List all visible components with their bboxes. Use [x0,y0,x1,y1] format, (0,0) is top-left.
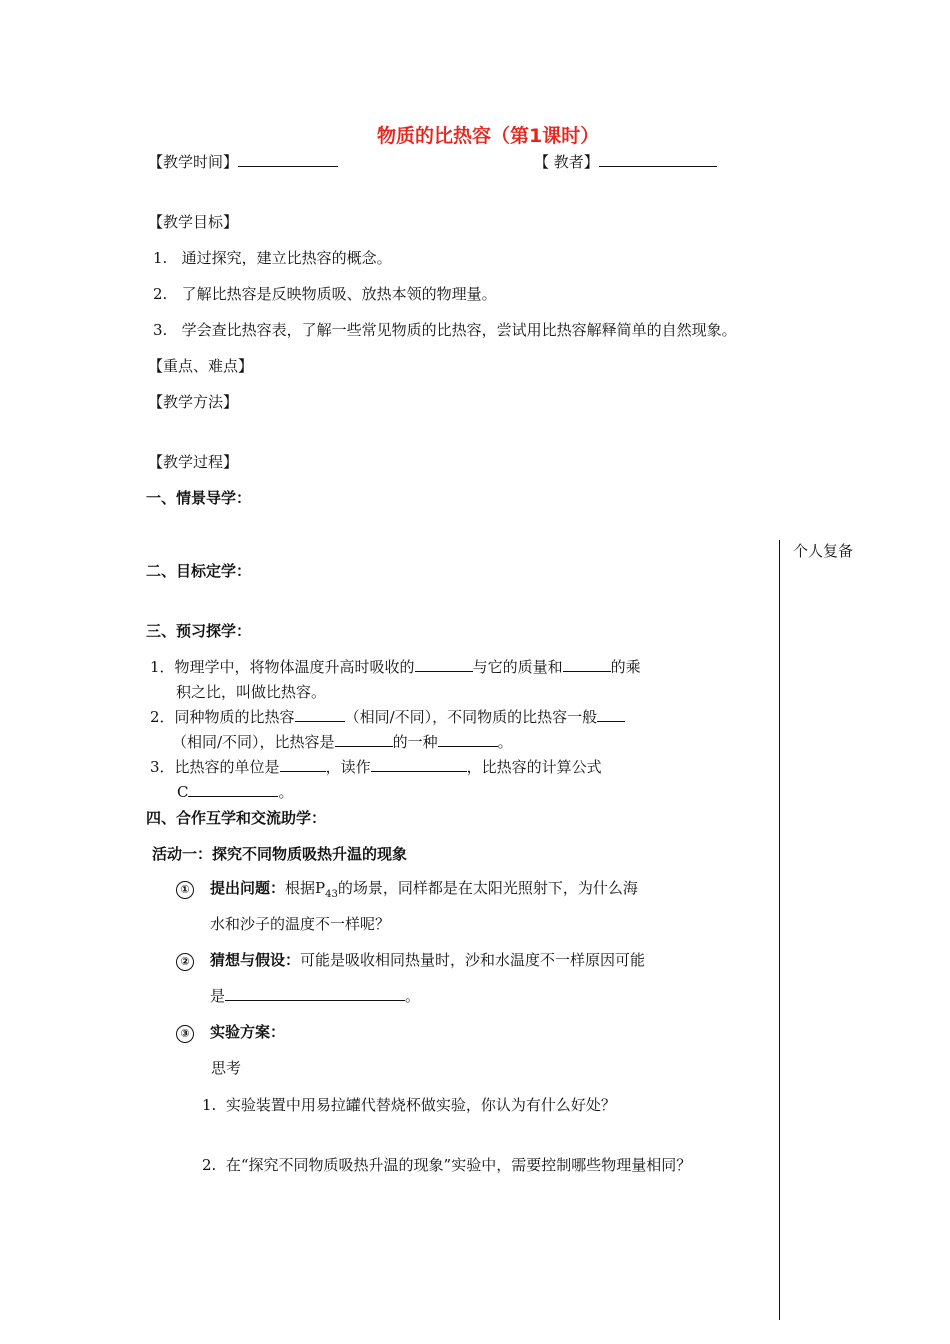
activity-title: 活动一：探究不同物质吸热升温的现象 [152,845,408,863]
section-4-heading: 四、合作互学和交流助学： [146,809,327,827]
preview-question-3: 3．比热容的单位是 ，读作 ，比热容的计算公式 [150,758,602,776]
think-question-1: 1. 实验装置中用易拉罐代替烧杯做实验，你认为有什么好处？ [202,1096,616,1114]
blank[interactable] [597,707,625,722]
sidebar-label: 个人复备 [793,542,854,560]
activity-item-2-line2: 是 。 [210,987,421,1005]
blank[interactable] [371,757,467,772]
blank[interactable] [280,757,326,772]
blank[interactable] [335,732,393,747]
teaching-time-label: 【教学时间】 [148,153,239,171]
blank[interactable] [225,986,405,1001]
teaching-time-blank[interactable] [238,152,338,167]
preview-question-2-line2: （相同/不同），比热容是 的一种 。 [172,733,513,751]
process-label: 【教学过程】 [148,453,239,471]
preview-question-1: 1．物理学中，将物体温度升高时吸收的 与它的质量和 的乘 [150,658,641,676]
goal-item-1: 1. 通过探究，建立比热容的概念。 [153,249,392,267]
blank[interactable] [415,657,473,672]
goals-label: 【教学目标】 [148,213,239,231]
page-title: 物质的比热容（第1课时） [377,125,600,147]
blank[interactable] [188,782,278,797]
section-2-heading: 二、目标定学： [146,562,252,580]
goal-item-2: 2. 了解比热容是反映物质吸、放热本领的物理量。 [153,285,497,303]
circled-number-icon: ① [176,881,194,899]
teacher-blank[interactable] [599,152,717,167]
method-label: 【教学方法】 [148,393,239,411]
activity-item-3: ③ 实验方案： [176,1022,285,1043]
teacher-label: 【 教者】 [534,153,599,171]
activity-item-2: ② 猜想与假设：可能是吸收相同热量时，沙和水温度不一样原因可能 [176,950,645,971]
preview-question-2: 2．同种物质的比热容 （相同/不同），不同物质的比热容一般 [150,707,625,727]
think-label: 思考 [211,1059,242,1077]
preview-question-3-line2: C 。 [177,783,294,801]
circled-number-icon: ② [176,953,194,971]
key-points-label: 【重点、难点】 [148,357,254,375]
sidebar-divider [779,540,780,1320]
teacher-field [534,152,717,172]
preview-question-1-line2: 积之比，叫做比热容。 [176,683,327,701]
think-question-2: 2. 在“探究不同物质吸热升温的现象”实验中，需要控制哪些物理量相同？ [202,1156,692,1174]
section-1-heading: 一、情景导学： [146,489,252,507]
blank[interactable] [295,707,345,722]
teaching-time-field [148,152,338,172]
goal-item-3: 3. 学会查比热容表，了解一些常见物质的比热容，尝试用比热容解释简单的自然现象。 [153,321,737,339]
blank[interactable] [438,732,498,747]
blank[interactable] [563,657,611,672]
circled-number-icon: ③ [176,1025,194,1043]
activity-item-1: ① 提出问题：根据$P_{43}$的场景，同样都是在太阳光照射下，为什么海 [176,878,638,905]
activity-item-1-line2: 水和沙子的温度不一样呢？ [210,915,391,933]
section-3-heading: 三、预习探学： [146,622,252,640]
